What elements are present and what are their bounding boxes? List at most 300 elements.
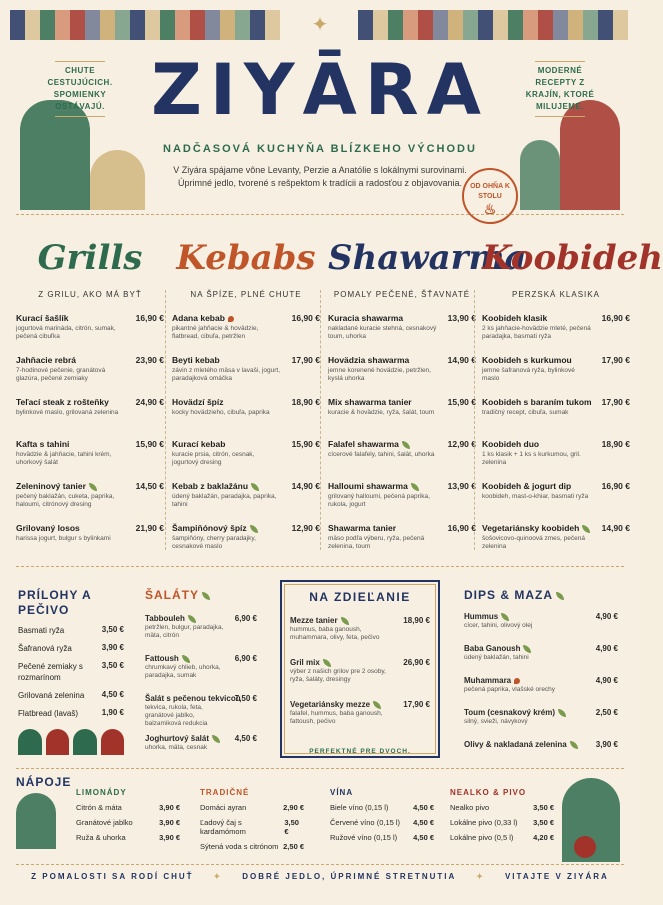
item-name-text: Koobideh klasik — [482, 313, 548, 323]
item-description: údený baklažán, tahini — [464, 654, 529, 661]
item-description: 1 ks klasik + 1 ks s kurkumou, gril. zelenina — [482, 451, 581, 466]
column-items — [482, 313, 630, 565]
item-name-text: Fattoush — [145, 654, 179, 663]
item-price: 17,90 € — [601, 355, 630, 365]
item-name-text: Adana kebab — [172, 313, 225, 323]
item-price: 23,90 € — [135, 355, 164, 365]
item-name: Basmati ryža — [18, 626, 65, 635]
item-description: údený baklažán, paradajka, paprika, tahini — [172, 493, 277, 508]
divider — [16, 864, 624, 865]
pattern-tile — [448, 10, 463, 40]
pattern-tile — [568, 10, 583, 40]
tagline: NADČASOVÁ KUCHYŇA BLÍZKEHO VÝCHODU — [163, 143, 477, 155]
vegetarian-leaf-icon — [323, 659, 331, 667]
pattern-tile — [508, 10, 523, 40]
item-price: 3,90 € — [159, 803, 180, 812]
item-description: tekvica, rukola, feta, granátové jablko, balzamiková redukcia — [145, 704, 208, 727]
menu-item — [172, 397, 320, 439]
item-name-text: Šampiňónový špíz — [172, 523, 247, 533]
diamond-icon: ✦ — [476, 872, 485, 881]
item-name: Červené víno (0,15 l) — [330, 818, 401, 827]
dips-title-text: DIPS & MAZA — [464, 588, 553, 602]
menu-item — [482, 481, 630, 523]
drinks-title: NÁPOJE — [16, 775, 72, 789]
drink-item — [450, 803, 554, 812]
pomegranate-icon — [574, 836, 596, 858]
item-name: Domáci ayran — [200, 803, 247, 812]
item-name: Biele víno (0,15 l) — [330, 803, 389, 812]
item-price: 18,90 € — [601, 439, 630, 449]
item-price: 15,90 € — [291, 439, 320, 449]
item-description: tradičný recept, cibuľa, sumak — [482, 409, 569, 416]
menu-item — [172, 355, 320, 397]
dips-title — [464, 588, 618, 602]
item-description: jogurtová marináda, citrón, sumak, pečená cibuľka — [16, 325, 116, 340]
item-description: šampiňóny, cherry paradajky, cesnakové maslo — [172, 535, 256, 550]
item-name-text: Kuracia shawarma — [328, 313, 404, 323]
item-price: 4,90 € — [595, 644, 618, 653]
diamond-icon: ✦ — [213, 872, 223, 881]
drink-item — [200, 818, 304, 836]
item-description: mäso podľa výberu, ryža, pečená zelenina, toum — [328, 535, 425, 550]
menu-item — [16, 439, 164, 481]
divider — [16, 214, 624, 215]
item-price: 18,90 € — [291, 397, 320, 407]
drink-item — [330, 818, 434, 827]
stamp-badge — [462, 168, 518, 224]
drink-item — [76, 818, 180, 827]
item-name-text: Hovädzí špíz — [172, 397, 224, 407]
drink-item — [330, 833, 434, 842]
menu-item — [464, 676, 618, 708]
ornament-icon: ✦ — [311, 14, 329, 36]
vegetarian-leaf-icon — [558, 709, 566, 717]
item-price: 2,50 € — [283, 842, 304, 851]
vegetarian-leaf-icon — [523, 645, 531, 653]
item-description: cícer, tahini, olivový olej — [464, 622, 533, 629]
item-price: 1,90 € — [101, 708, 124, 717]
menu-item — [145, 694, 257, 734]
item-description: petržlen, bulgur, paradajka, mäta, citrón — [145, 624, 224, 639]
vegetarian-leaf-icon — [570, 741, 578, 749]
item-name-text: Mix shawarma tanier — [328, 397, 412, 407]
item-price: 3,50 € — [101, 661, 124, 670]
item-price: 6,90 € — [234, 614, 257, 623]
menu-column-koobideh — [482, 232, 663, 565]
vegetarian-leaf-icon — [402, 441, 410, 449]
spicy-chili-icon — [514, 678, 520, 684]
menu-item — [172, 439, 320, 481]
drink-item — [200, 842, 304, 851]
column-subtitle: Z GRILU, AKO MÁ BYŤ — [38, 290, 142, 299]
item-description: silný, svieži, návykový — [464, 718, 528, 725]
pattern-tile — [115, 10, 130, 40]
menu-item — [464, 708, 618, 740]
column-items — [328, 313, 476, 565]
pattern-tile — [553, 10, 568, 40]
item-price: 14,50 € — [135, 481, 164, 491]
drinks-group — [450, 788, 554, 842]
item-name-text: Falafel shawarma — [328, 439, 399, 449]
divider — [16, 566, 624, 567]
drinks-group — [76, 788, 180, 842]
menu-item — [172, 313, 320, 355]
item-price: 16,90 € — [291, 313, 320, 323]
item-description: kuracie & hovädzie, ryža, šalát, toum — [328, 409, 435, 416]
column-subtitle: POMALY PEČENÉ, ŠŤAVNATÉ — [333, 290, 471, 299]
pattern-tile — [265, 10, 280, 40]
share-list — [290, 616, 430, 742]
divider — [165, 290, 166, 550]
item-description: šošovicovo-quinoová zmes, pečená zelenina — [482, 535, 585, 550]
item-name: Šafranová ryža — [18, 644, 72, 653]
menu-item — [328, 397, 476, 439]
pattern-tile — [388, 10, 403, 40]
item-name-text: Zeleninový tanier — [16, 481, 86, 491]
tile-pattern — [18, 729, 124, 755]
item-name-text: Koobideh s baraním tukom — [482, 397, 592, 407]
item-name-text: Jahňacie rebrá — [16, 355, 77, 365]
item-price: 26,90 € — [403, 658, 430, 667]
pattern-tile — [250, 10, 265, 40]
item-price: 16,90 € — [601, 481, 630, 491]
item-name: Pečené zemiaky s rozmarínom — [18, 662, 83, 682]
item-description: grilovaný halloumi, pečená paprika, rukola, jogurt — [328, 493, 430, 508]
item-name — [290, 616, 430, 625]
item-name-text: Grilovaný losos — [16, 523, 80, 533]
item-name-text: Koobideh s kurkumou — [482, 355, 572, 365]
drinks-group-title: LIMONÁDY — [76, 788, 127, 797]
item-name-text: Mezze tanier — [290, 616, 338, 625]
item-price: 15,90 € — [447, 397, 476, 407]
menu-item — [16, 355, 164, 397]
lemonade-illustration — [16, 793, 56, 849]
pattern-tile — [523, 10, 538, 40]
drink-item — [200, 803, 304, 812]
pattern-tile — [25, 10, 40, 40]
share-section — [280, 580, 440, 758]
item-price: 16,90 € — [447, 523, 476, 533]
item-price: 15,90 € — [135, 439, 164, 449]
decorative-pattern-band — [358, 10, 628, 40]
sides-list — [18, 625, 124, 719]
menu-item — [290, 658, 430, 700]
item-price: 14,90 € — [291, 481, 320, 491]
item-price: 16,90 € — [601, 313, 630, 323]
item-description: jemne šafranová ryža, bylinkové maslo — [482, 367, 575, 382]
item-name-text: Halloumi shawarma — [328, 481, 408, 491]
item-name-text: Tabbouleh — [145, 614, 185, 623]
item-price: 2,50 € — [595, 708, 618, 717]
item-price: 3,50 € — [101, 625, 124, 634]
item-description: koobideh, mast-o-khiar, basmati ryža — [482, 493, 589, 500]
pattern-tile — [145, 10, 160, 40]
item-description: kuracie prsia, citrón, cesnak, jogurtový dresing — [172, 451, 255, 466]
menu-item — [16, 397, 164, 439]
item-name: Ružové víno (0,15 l) — [330, 833, 398, 842]
item-price: 4,50 € — [234, 734, 257, 743]
logo: ZIYĀRA — [151, 49, 489, 131]
item-description: bylinkové maslo, grilovaná zelenina — [16, 409, 119, 416]
item-name-text: Vegetariánsky koobideh — [482, 523, 580, 533]
drinks-group-title: TRADIČNÉ — [200, 788, 250, 797]
item-price: 4,90 € — [595, 676, 618, 685]
intro-text: V Ziyára spájame vône Levanty, Perzie a Anatólie s lokálnymi surovinami. Úprimné jedlo, tvorené s rešpektom k tradícii a radosťou z objavovania. — [173, 165, 467, 188]
item-price: 13,90 € — [447, 481, 476, 491]
item-description: výber z našich grilov pre 2 osoby, ryža, šaláty, dresingy — [290, 668, 386, 683]
pattern-tile — [598, 10, 613, 40]
item-description: pikantné jahňacie & hovädzie, flatbread, cibuľa, petržlen — [172, 325, 259, 340]
menu-item — [482, 397, 630, 439]
item-name-text: Shawarma tanier — [328, 523, 397, 533]
footer-slogans — [0, 872, 640, 881]
menu-column-kebabs — [172, 232, 320, 565]
item-price: 17,90 € — [291, 355, 320, 365]
drink-item — [76, 803, 180, 812]
column-title: Grills — [37, 238, 143, 278]
salads-list — [145, 614, 257, 774]
item-description: pečený baklažán, cuketa, paprika, haloumi, citrónový dresing — [16, 493, 115, 508]
item-description: závin z mletého mäsa v lavaši, jogurt, paradajková omáčka — [172, 367, 281, 382]
item-price: 3,50 € — [533, 818, 554, 827]
item-price: 17,90 € — [403, 700, 430, 709]
footer-slogan: VITAJTE V ZIYÁRA — [504, 872, 609, 881]
item-price: 4,20 € — [533, 833, 554, 842]
item-price: 6,90 € — [234, 654, 257, 663]
item-price: 17,90 € — [601, 397, 630, 407]
menu-item — [464, 644, 618, 676]
item-name: Nealko pivo — [450, 803, 490, 812]
item-price: 7,50 € — [234, 694, 257, 703]
pattern-tile — [433, 10, 448, 40]
column-subtitle: NA ŠPÍZE, PLNÉ CHUTE — [190, 290, 302, 299]
menu-item — [328, 523, 476, 565]
vegetarian-leaf-icon — [251, 483, 259, 491]
item-description: 7-hodinové pečenie, granátová glazúra, pečené zemiaky — [16, 367, 106, 382]
pattern-tile — [190, 10, 205, 40]
item-name-text: Hummus — [464, 612, 499, 621]
pattern-tile — [100, 10, 115, 40]
menu-item — [290, 616, 430, 658]
menu-item — [328, 439, 476, 481]
item-description: uhorka, mäta, cesnak — [145, 744, 208, 751]
item-price: 3,90 € — [101, 643, 124, 652]
item-description: hovädzie & jahňacie, tahini krém, uhorkový šalát — [16, 451, 112, 466]
item-name-text: Kebab z baklažánu — [172, 481, 249, 491]
item-name — [290, 700, 430, 709]
item-name: Flatbread (lavaš) — [18, 709, 79, 718]
item-price: 14,90 € — [601, 523, 630, 533]
pattern-tile — [358, 10, 373, 40]
divider — [474, 290, 475, 550]
right-note: MODERNÉ RECEPTY Z KRAJÍN, KTORÉ MILUJEME. — [520, 58, 600, 120]
menu-item — [145, 614, 257, 654]
item-price: 4,50 € — [413, 803, 434, 812]
item-description: cícerové falafely, tahini, šalát, uhorka — [328, 451, 435, 458]
menu-item — [482, 355, 630, 397]
pattern-tile — [160, 10, 175, 40]
pattern-tile — [205, 10, 220, 40]
vegetarian-leaf-icon — [373, 701, 381, 709]
decorative-pattern-band — [10, 10, 280, 40]
column-title: Shawarma — [328, 238, 527, 278]
menu-item — [16, 313, 164, 355]
item-name: Grilovaná zelenina — [18, 691, 85, 700]
item-name-text: Kafta s tahini — [16, 439, 70, 449]
item-price: 12,90 € — [291, 523, 320, 533]
pattern-tile — [463, 10, 478, 40]
item-price: 3,50 € — [284, 818, 299, 836]
side-item — [18, 625, 124, 636]
item-name-text: Baba Ganoush — [464, 644, 521, 653]
drink-item — [450, 818, 554, 827]
menu-item — [290, 700, 430, 742]
drinks-group — [200, 788, 304, 851]
item-name-text: Teľací steak z rošteňky — [16, 397, 109, 407]
pattern-tile — [130, 10, 145, 40]
pattern-tile — [10, 10, 25, 40]
item-name-text: Koobideh & jogurt dip — [482, 481, 572, 491]
item-name: Lokálne pivo (0,5 l) — [450, 833, 514, 842]
vegetarian-leaf-icon — [250, 525, 258, 533]
column-title: Kebabs — [176, 238, 316, 278]
item-description: harissa jogurt, bulgur s bylinkami — [16, 535, 111, 542]
item-name: Ruža & uhorka — [76, 833, 126, 842]
divider — [16, 768, 624, 769]
share-footer: PERFEKTNÉ PRE DVOCH. — [309, 748, 411, 755]
item-price: 4,90 € — [595, 612, 618, 621]
pattern-tile — [583, 10, 598, 40]
item-name: Lokálne pivo (0,33 l) — [450, 818, 518, 827]
vegetarian-leaf-icon — [212, 735, 220, 743]
menu-item — [145, 654, 257, 694]
item-name — [290, 658, 430, 667]
item-price: 2,90 € — [283, 803, 304, 812]
item-name-text: Muhammara — [464, 676, 512, 685]
item-name-text: Šalát s pečenou tekvicou — [145, 694, 241, 703]
drink-item — [76, 833, 180, 842]
vegetarian-leaf-icon — [182, 655, 190, 663]
divider — [320, 290, 321, 550]
menu-item — [172, 481, 320, 523]
salads-section — [145, 588, 257, 774]
item-price: 4,50 € — [413, 818, 434, 827]
stamp-text: OD OHŇA K STOLU — [470, 183, 510, 200]
flame-icon: ♨ — [483, 201, 497, 217]
item-price: 4,50 € — [413, 833, 434, 842]
item-description: hummus, baba ganoush, muhammara, olivy, feta, pečivo — [290, 626, 380, 641]
menu-column-grills — [16, 232, 164, 565]
item-description: 2 ks jahňacie-hovädzie mleté, pečená paradajka, basmati ryža — [482, 325, 591, 340]
menu-item — [16, 481, 164, 523]
item-price: 12,90 € — [447, 439, 476, 449]
side-item — [18, 643, 124, 654]
item-name-text: Gril mix — [290, 658, 320, 667]
item-price: 21,90 € — [135, 523, 164, 533]
drinks-group — [330, 788, 434, 842]
item-price: 3,50 € — [533, 803, 554, 812]
item-name-text: Olivy & nakladaná zelenina — [464, 740, 567, 749]
menu-item — [328, 355, 476, 397]
pattern-tile — [418, 10, 433, 40]
pattern-tile — [613, 10, 628, 40]
menu-item — [16, 523, 164, 565]
vegetarian-leaf-icon — [411, 483, 419, 491]
salads-title — [145, 588, 257, 602]
drinks-group-title: VÍNA — [330, 788, 354, 797]
left-note: CHUTE CESTUJÚCICH. SPOMIENKY OSTÁVAJÚ. — [40, 58, 120, 120]
side-item — [18, 708, 124, 719]
pattern-tile — [235, 10, 250, 40]
item-price: 18,90 € — [403, 616, 430, 625]
stairs-illustration — [90, 150, 145, 210]
drink-item — [450, 833, 554, 842]
item-price: 16,90 € — [135, 313, 164, 323]
item-price: 3,90 € — [595, 740, 618, 749]
item-name: Ľadový čaj s kardamómom — [200, 818, 246, 836]
item-name-text: Hovädzia shawarma — [328, 355, 410, 365]
sides-section — [18, 588, 124, 755]
menu-item — [482, 439, 630, 481]
pattern-tile — [40, 10, 55, 40]
item-name-text: Beyti kebab — [172, 355, 220, 365]
pattern-tile — [493, 10, 508, 40]
footer-slogan: DOBRÉ JEDLO, ÚPRIMNÉ STRETNUTIA — [242, 872, 457, 881]
item-description: kocky hovädzieho, cibuľa, paprika — [172, 409, 270, 416]
footer-slogan: Z POMALOSTI SA RODÍ CHUŤ — [31, 872, 194, 881]
item-description: pečená paprika, vlašské orechy — [464, 686, 556, 693]
vegetarian-leaf-icon — [501, 613, 509, 621]
menu-item — [482, 523, 630, 565]
pattern-tile — [175, 10, 190, 40]
pattern-tile — [55, 10, 70, 40]
pattern-tile — [220, 10, 235, 40]
item-description: chrumkavý chlieb, uhorka, paradajka, sumak — [145, 664, 221, 679]
item-price: 24,90 € — [135, 397, 164, 407]
vegetarian-leaf-icon — [89, 483, 97, 491]
item-name-text: Kurací šašlík — [16, 313, 69, 323]
pattern-tile — [70, 10, 85, 40]
menu-item — [328, 481, 476, 523]
item-name-text: Kurací kebab — [172, 439, 226, 449]
drink-item — [330, 803, 434, 812]
column-title: Koobideh — [482, 238, 663, 278]
item-price: 4,50 € — [101, 690, 124, 699]
menu-item — [328, 313, 476, 355]
item-name-text: Vegetariánsky mezze — [290, 700, 371, 709]
pattern-tile — [373, 10, 388, 40]
item-name-text: Joghurtový šalát — [145, 734, 210, 743]
item-name: Granátové jablko — [76, 818, 133, 827]
item-name-text: Toum (cesnakový krém) — [464, 708, 555, 717]
item-description: jemne korenené hovädzie, petržlen, kyslá uhorka — [328, 367, 431, 382]
item-description: nakladané kuracie stehná, cesnakový toum, uhorka — [328, 325, 437, 340]
side-item — [18, 690, 124, 701]
vegetarian-leaf-icon — [341, 617, 349, 625]
item-price: 13,90 € — [447, 313, 476, 323]
dips-section — [464, 588, 618, 772]
drinks-section-title — [16, 775, 72, 849]
vegetarian-leaf-icon — [188, 615, 196, 623]
menu-item — [464, 612, 618, 644]
drinks-group-title: NEALKO & PIVO — [450, 788, 527, 797]
item-name: Sýtená voda s citrónom — [200, 842, 279, 851]
pattern-tile — [85, 10, 100, 40]
salads-title-text: ŠALÁTY — [145, 588, 199, 602]
item-price: 3,90 € — [159, 833, 180, 842]
vegetarian-leaf-icon — [582, 525, 590, 533]
side-item — [18, 661, 124, 683]
